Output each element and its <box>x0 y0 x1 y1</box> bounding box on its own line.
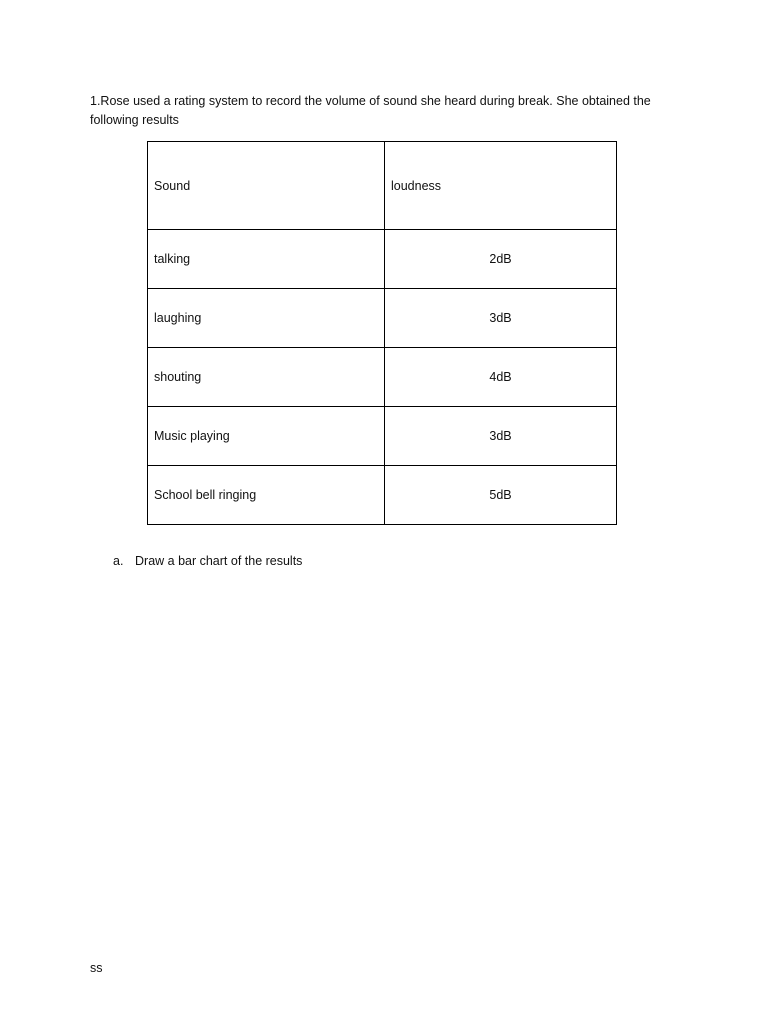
header-sound: Sound <box>148 142 385 230</box>
table-row <box>148 289 617 348</box>
loudness-cell: 4dB <box>385 348 617 407</box>
sound-cell: talking <box>148 230 385 289</box>
table-row <box>148 407 617 466</box>
sound-cell: laughing <box>148 289 385 348</box>
loudness-cell: 3dB <box>385 407 617 466</box>
loudness-cell: 5dB <box>385 466 617 525</box>
table-row <box>148 230 617 289</box>
table-row <box>148 348 617 407</box>
loudness-cell: 2dB <box>385 230 617 289</box>
subquestion-marker: a. <box>113 554 124 568</box>
sound-cell: Music playing <box>148 407 385 466</box>
results-table <box>147 141 617 525</box>
question-text: 1.Rose used a rating system to record the volume of sound she heard during break. She obtained the following results <box>90 94 651 127</box>
subquestion-text: Draw a bar chart of the results <box>135 554 303 568</box>
subquestion <box>113 552 302 570</box>
sound-cell: School bell ringing <box>148 466 385 525</box>
footer-text: ss <box>90 961 103 975</box>
table-row <box>148 466 617 525</box>
sound-cell: shouting <box>148 348 385 407</box>
loudness-cell: 3dB <box>385 289 617 348</box>
table-header-row <box>148 142 617 230</box>
header-loudness: loudness <box>385 142 617 230</box>
